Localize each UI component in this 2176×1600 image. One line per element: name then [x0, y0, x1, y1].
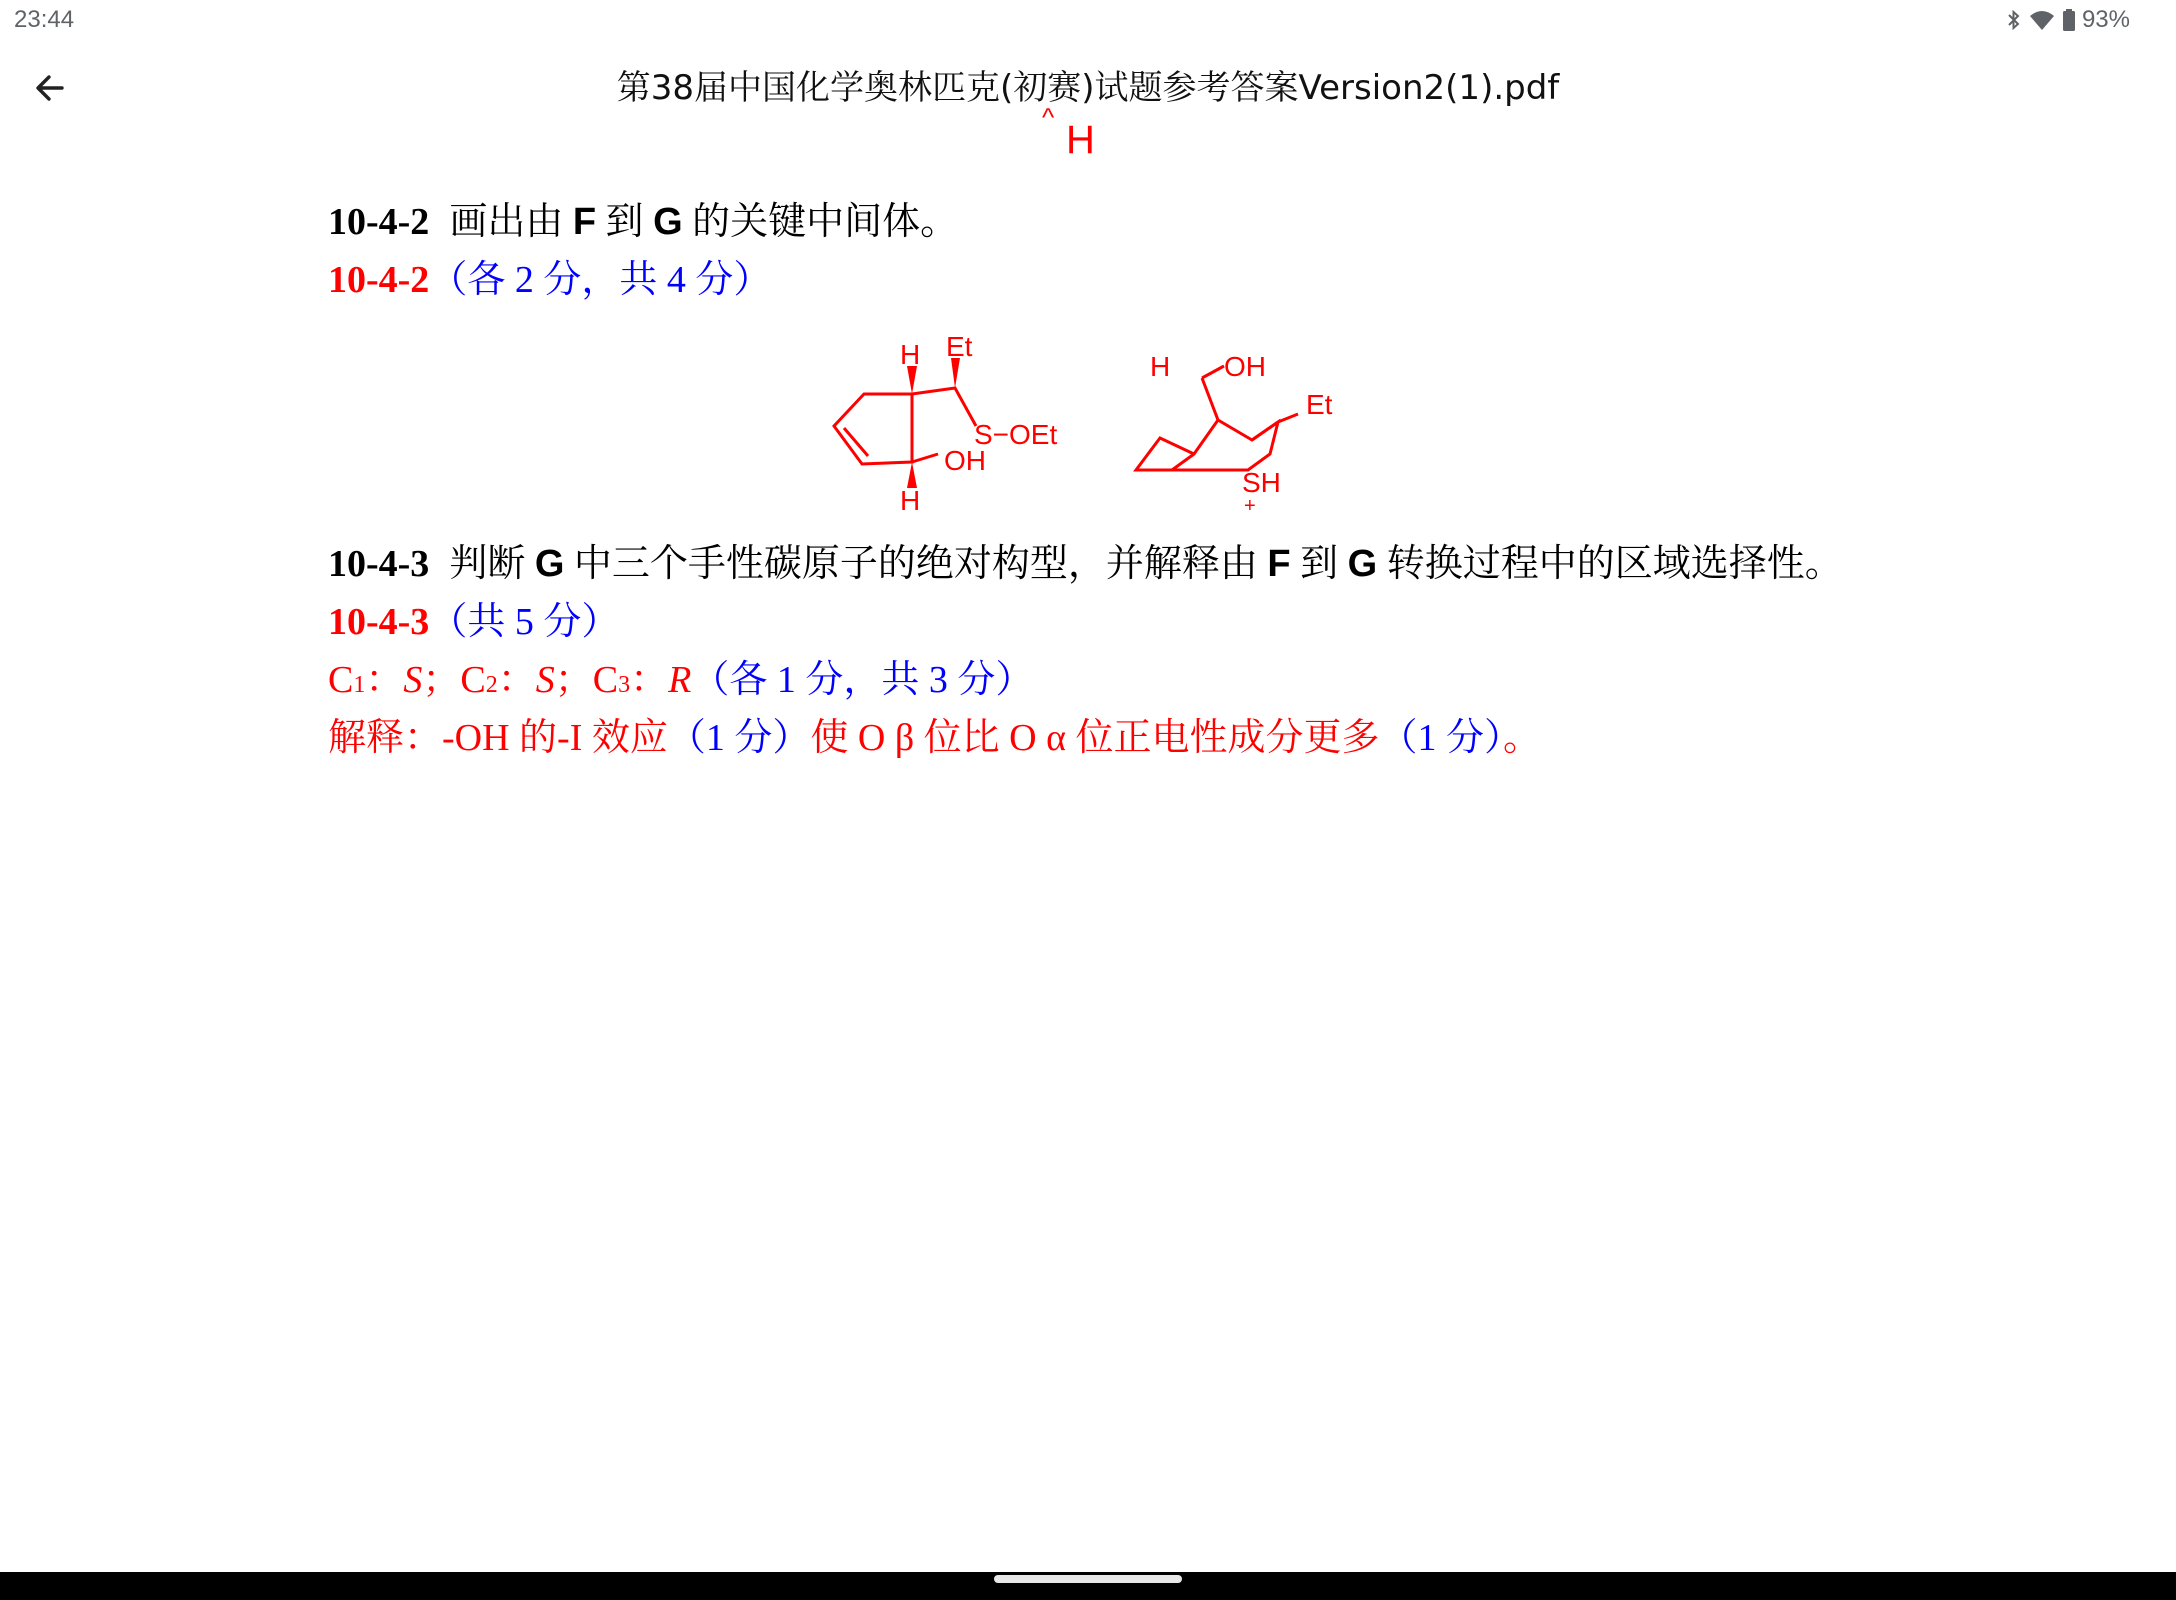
- question-text: 判断: [449, 543, 526, 585]
- top-structure-fragment: [1042, 102, 1095, 163]
- compound-g: G: [1347, 543, 1378, 585]
- question-text: 到: [605, 201, 644, 243]
- compound-g: G: [534, 543, 565, 585]
- answer-score: （各 2 分，共 4 分）: [429, 259, 772, 301]
- app-bar: [0, 44, 2176, 124]
- answer-score: （1 分）: [1379, 717, 1504, 759]
- separator: ：: [365, 659, 404, 701]
- label-oh-left: OH: [944, 445, 986, 476]
- separator: ：: [497, 659, 536, 701]
- separator: ；: [554, 659, 593, 701]
- config-value: S: [403, 659, 423, 701]
- question-text: 转换过程中的区域选择性。: [1386, 543, 1843, 585]
- config-value: R: [668, 659, 692, 701]
- question-number: 10-4-3: [328, 543, 430, 585]
- label-s-oet: S−OEt: [974, 419, 1058, 450]
- document-title: 第38届中国化学奥林匹克(初赛)试题参考答案Version2(1).pdf: [616, 68, 1560, 108]
- carbon-index: 2: [485, 672, 498, 698]
- intermediate-structures: [820, 314, 1380, 517]
- question-text: 中三个手性碳原子的绝对构型，并解释由: [573, 543, 1258, 585]
- carbon-label: C: [328, 659, 354, 701]
- explanation-answer: [328, 706, 1541, 761]
- bluetooth-icon: [2006, 8, 2022, 32]
- wedge-caret: ^: [1042, 102, 1055, 132]
- carbon-label: C: [460, 659, 486, 701]
- battery-percent: 93%: [2081, 6, 2130, 33]
- answer-score: （各 1 分，共 3 分）: [691, 659, 1034, 701]
- compound-f: F: [572, 201, 597, 243]
- compound-f: F: [1267, 543, 1291, 585]
- fragment-h-label: H: [1066, 118, 1095, 162]
- label-oh-right: OH: [1224, 351, 1266, 382]
- explanation-text: 解释：-OH 的-I 效应: [328, 717, 668, 759]
- pdf-page[interactable]: [0, 102, 2176, 1570]
- battery-icon: [2062, 8, 2076, 32]
- status-icons: [2006, 6, 2130, 34]
- answer-number: 10-4-2: [328, 259, 430, 301]
- wifi-icon: [2028, 8, 2056, 32]
- question-text: 到: [1300, 543, 1339, 585]
- label-h-bottom: H: [900, 485, 921, 516]
- explanation-text: 使 O β 位比 O α 位正电性成分更多: [810, 717, 1380, 759]
- compound-g: G: [653, 201, 683, 243]
- carbon-index: 3: [618, 672, 631, 698]
- separator: ：: [630, 659, 669, 701]
- question-text: 的关键中间体。: [692, 201, 959, 243]
- answer-score: （共 5 分）: [429, 601, 620, 643]
- label-h-right: H: [1150, 351, 1171, 382]
- question-number: 10-4-2: [328, 201, 430, 243]
- label-et-left: Et: [946, 331, 973, 362]
- carbon-label: C: [592, 659, 619, 701]
- config-value: S: [535, 659, 555, 701]
- label-h-top: H: [900, 339, 921, 370]
- separator: ；: [422, 659, 461, 701]
- label-plus: +: [1244, 495, 1256, 517]
- carbon-index: 1: [353, 672, 366, 698]
- label-sh: SH: [1242, 467, 1281, 498]
- question-text: 画出由: [449, 201, 564, 243]
- answer-10-4-2: [328, 248, 771, 303]
- question-10-4-3: [328, 532, 1843, 587]
- answer-score: （1 分）: [667, 717, 811, 759]
- status-bar: [0, 0, 2176, 44]
- status-time: 23:44: [14, 6, 75, 33]
- question-10-4-2: [328, 190, 958, 245]
- explanation-text: 。: [1503, 717, 1542, 759]
- label-et-right: Et: [1306, 389, 1333, 420]
- gesture-handle[interactable]: [994, 1575, 1182, 1583]
- configuration-answer: [328, 648, 1033, 703]
- answer-number: 10-4-3: [328, 601, 430, 643]
- answer-10-4-3: [328, 590, 619, 645]
